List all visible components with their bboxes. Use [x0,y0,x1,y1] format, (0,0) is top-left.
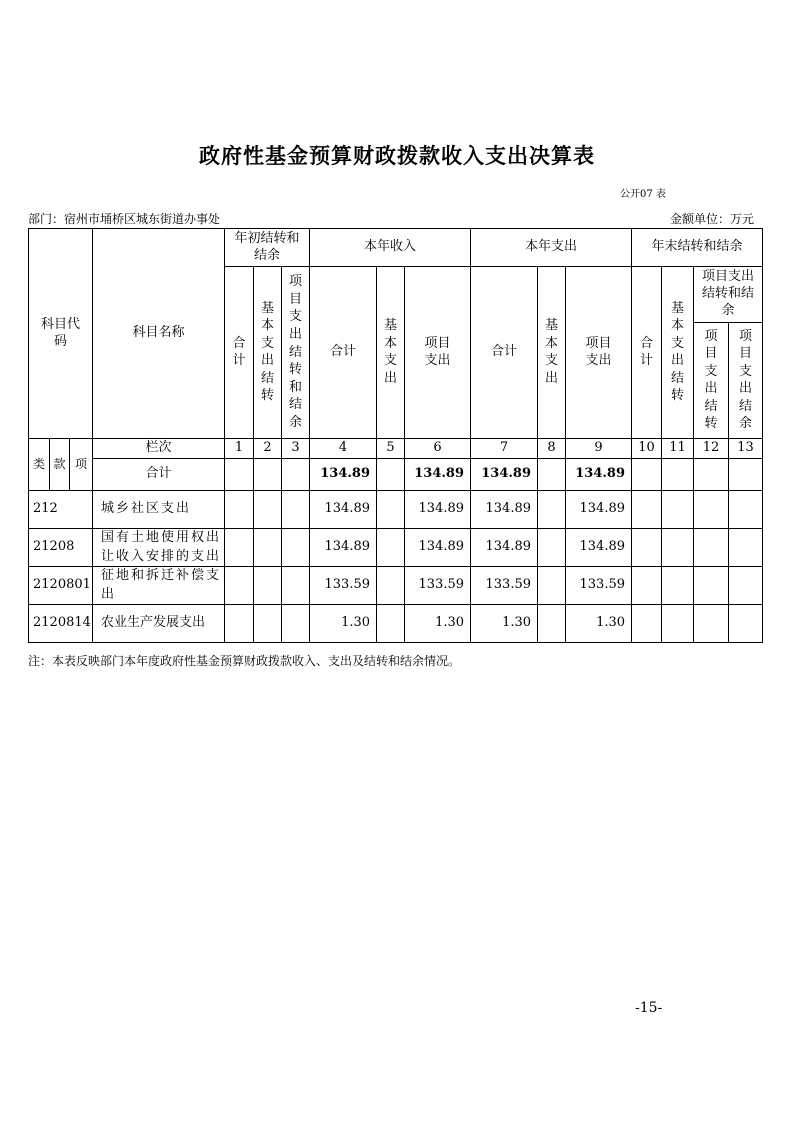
header-subject-code [29,229,93,439]
row-income-total: 133.59 [310,567,377,605]
row-name: 国有土地使用权出让收入安排的支出 [93,529,225,567]
header-expense-total: 合计 [471,267,538,439]
total-income-project: 134.89 [405,459,471,491]
col-num: 4 [310,439,377,459]
col-num: 6 [405,439,471,459]
row-name: 征地和拆迁补偿支出 [93,567,225,605]
table-row [29,529,763,567]
col-num: 5 [377,439,405,459]
header-group-beginning-text: 年初结转和结余 [234,230,300,263]
row-income-project: 134.89 [405,491,471,529]
page-title: 政府性基金预算财政拨款收入支出决算表 [199,143,595,168]
col-num: 13 [729,439,763,459]
row-expense-total: 134.89 [471,529,538,567]
col-num: 2 [254,439,282,459]
header-beginning-total-text: 合计 [232,335,246,369]
header-expense-project [566,267,632,439]
header-ending-project-balance [729,323,763,439]
row-income-total: 134.89 [310,491,377,529]
form-code: 公开07 表 [620,189,666,200]
header-income-basic-text: 基本支出 [384,318,398,386]
header-group-expense: 本年支出 [471,229,632,267]
total-income-total: 134.89 [310,459,377,491]
row-income-total: 134.89 [310,529,377,567]
row-income-project: 134.89 [405,529,471,567]
header-expense-basic-text: 基本支出 [545,318,559,386]
header-ending-total [632,267,662,439]
header-group-beginning [225,229,310,267]
header-ending-project-carry-text: 项目支出结转 [704,328,718,432]
unit-label: 金额单位：万元 [669,212,754,226]
header-group-income: 本年收入 [310,229,471,267]
table-row [29,491,763,529]
col-num: 1 [225,439,254,459]
header-beginning-project [282,267,310,439]
column-index-label: 栏次 [93,439,225,459]
page-number: -15- [635,1000,663,1016]
row-code: 2120801 [29,567,93,605]
department-label: 部门：宿州市埇桥区城东街道办事处 [28,212,221,226]
header-ending-basic-text: 基本支出结转 [671,300,685,404]
row-income-total: 1.30 [310,605,377,643]
row-expense-total: 133.59 [471,567,538,605]
header-income-project-text: 项目支出 [424,335,451,368]
row-expense-project: 134.89 [566,529,632,567]
header-subject-code-text: 科目代码 [41,316,81,349]
col-num: 10 [632,439,662,459]
row-expense-project: 133.59 [566,567,632,605]
col-num: 9 [566,439,632,459]
header-expense-project-text: 项目支出 [585,335,612,368]
header-expense-basic [538,267,566,439]
row-code: 21208 [29,529,93,567]
footnote: 注：本表反映部门本年度政府性基金预算财政拨款收入、支出及结转和结余情况。 [28,654,461,668]
header-income-project [405,267,471,439]
header-ending-project-group-text: 项目支出结转和结余 [702,269,755,318]
header-income-total: 合计 [310,267,377,439]
col-num: 7 [471,439,538,459]
col-num: 3 [282,439,310,459]
table-row [29,567,763,605]
header-subject-name: 科目名称 [93,229,225,439]
header-row-groups [29,229,763,267]
header-beginning-basic-text: 基本支出结转 [261,300,275,404]
column-index-row [29,439,763,459]
header-income-basic [377,267,405,439]
table-row [29,605,763,643]
total-expense-total: 134.89 [471,459,538,491]
header-ending-project-group [694,267,763,323]
header-ending-project-carry [694,323,729,439]
col-num: 8 [538,439,566,459]
header-beginning-basic [254,267,282,439]
header-kuan: 款 [50,439,70,491]
col-num: 11 [662,439,694,459]
header-beginning-project-text: 项目支出结转和结余 [289,274,303,430]
budget-table [28,228,763,643]
header-ending-total-text: 合计 [640,335,654,369]
row-expense-total: 134.89 [471,491,538,529]
row-name: 农业生产发展支出 [93,605,225,643]
col-num: 12 [694,439,729,459]
total-row-label: 合计 [93,459,225,491]
row-income-project: 133.59 [405,567,471,605]
row-expense-total: 1.30 [471,605,538,643]
row-code: 2120814 [29,605,93,643]
row-expense-project: 134.89 [566,491,632,529]
header-beginning-total [225,267,254,439]
total-row [29,459,763,491]
row-name: 城乡社区支出 [93,491,225,529]
total-expense-project: 134.89 [566,459,632,491]
row-income-project: 1.30 [405,605,471,643]
row-code: 212 [29,491,93,529]
header-lei: 类 [29,439,50,491]
header-group-ending: 年末结转和结余 [632,229,763,267]
header-xiang: 项 [70,439,93,491]
row-expense-project: 1.30 [566,605,632,643]
header-ending-basic [662,267,694,439]
header-ending-project-balance-text: 项目支出结余 [739,328,753,432]
